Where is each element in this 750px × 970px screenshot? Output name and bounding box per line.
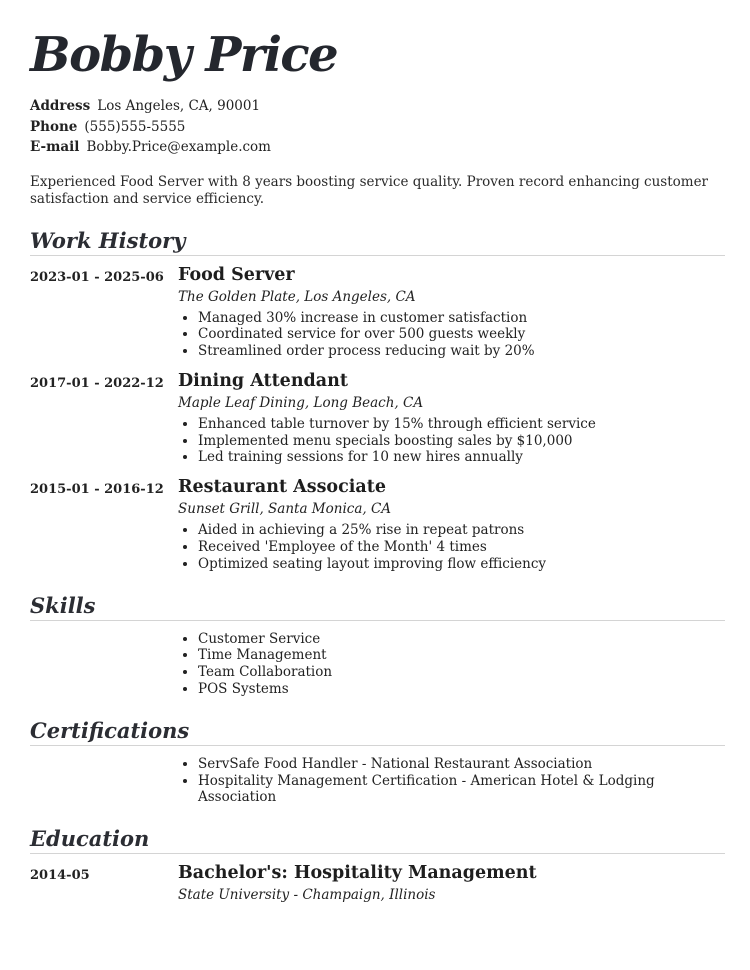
list-item: • Team Collaboration: [198, 664, 725, 681]
contact-phone: [30, 117, 725, 138]
list-item: • Enhanced table turnover by 15% through efficient service: [198, 416, 725, 433]
job-bullets: [178, 310, 725, 360]
professional-summary: Experienced Food Server with 8 years boosting service quality. Proven record enhancing customer satisfaction and service efficiency.: [30, 173, 709, 207]
contact-value: Los Angeles, CA, 90001: [97, 98, 261, 114]
list-item: • Time Management: [198, 647, 725, 664]
list-item: • Streamlined order process reducing wait by 20%: [198, 343, 725, 360]
list-item: • Optimized seating layout improving flow efficiency: [198, 556, 725, 573]
job-body: [178, 476, 725, 572]
job-company: Sunset Grill, Santa Monica, CA: [178, 501, 392, 518]
candidate-name: Bobby Price: [30, 27, 338, 83]
job-body: [178, 264, 725, 360]
list-item: • ServSafe Food Handler - National Restaurant Association: [198, 756, 725, 773]
certifications-section: [30, 718, 725, 806]
list-item: • Implemented menu specials boosting sales by $10,000: [198, 433, 725, 450]
skills-list: [178, 631, 725, 698]
job-title: Dining Attendant: [178, 370, 348, 391]
list-item: • Customer Service: [198, 631, 725, 648]
section-title: Work History: [30, 228, 725, 256]
contact-label: Address: [30, 98, 91, 114]
job-entry: [30, 264, 725, 360]
list-item: • Hospitality Management Certification - American Hotel & Lodging Association: [198, 773, 725, 807]
job-dates: 2015-01 - 2016-12: [30, 482, 164, 498]
skills-section: [30, 593, 725, 698]
job-entry: [30, 476, 725, 572]
education-degree: Bachelor's: Hospitality Management: [178, 863, 537, 884]
job-entry: [30, 370, 725, 466]
section-title: Certifications: [30, 718, 725, 746]
education-body: [178, 862, 725, 904]
skills-list-wrap: [30, 631, 725, 698]
job-title: Food Server: [178, 264, 295, 285]
education-school: State University - Champaign, Illinois: [178, 887, 436, 904]
job-bullets: [178, 522, 725, 572]
contact-email: [30, 137, 725, 158]
contact-block: [30, 96, 725, 158]
education-entry: [30, 862, 725, 904]
job-body: [178, 370, 725, 466]
list-item: • Received 'Employee of the Month' 4 times: [198, 539, 725, 556]
contact-value: Bobby.Price@example.com: [86, 139, 271, 155]
certifications-list: [178, 756, 725, 806]
list-item: • Led training sessions for 10 new hires annually: [198, 449, 725, 466]
education-date: 2014-05: [30, 868, 90, 884]
job-bullets: [178, 416, 725, 466]
job-dates: 2023-01 - 2025-06: [30, 269, 164, 285]
certifications-list-wrap: [30, 756, 725, 806]
contact-value: (555)555-5555: [84, 118, 186, 135]
work-history-section: [30, 228, 725, 573]
job-company: Maple Leaf Dining, Long Beach, CA: [178, 394, 424, 411]
section-title: Skills: [30, 593, 725, 621]
contact-address: [30, 96, 725, 117]
job-title: Restaurant Associate: [178, 477, 386, 498]
list-item: • POS Systems: [198, 681, 725, 698]
contact-label: Phone: [30, 118, 78, 135]
job-company: The Golden Plate, Los Angeles, CA: [178, 288, 416, 305]
contact-label: E-mail: [30, 139, 80, 155]
job-dates: 2017-01 - 2022-12: [30, 375, 164, 391]
list-item: • Managed 30% increase in customer satisfaction: [198, 310, 725, 327]
list-item: • Aided in achieving a 25% rise in repeat patrons: [198, 522, 725, 539]
education-section: [30, 826, 725, 904]
section-title: Education: [30, 826, 725, 854]
list-item: • Coordinated service for over 500 guests weekly: [198, 326, 725, 343]
